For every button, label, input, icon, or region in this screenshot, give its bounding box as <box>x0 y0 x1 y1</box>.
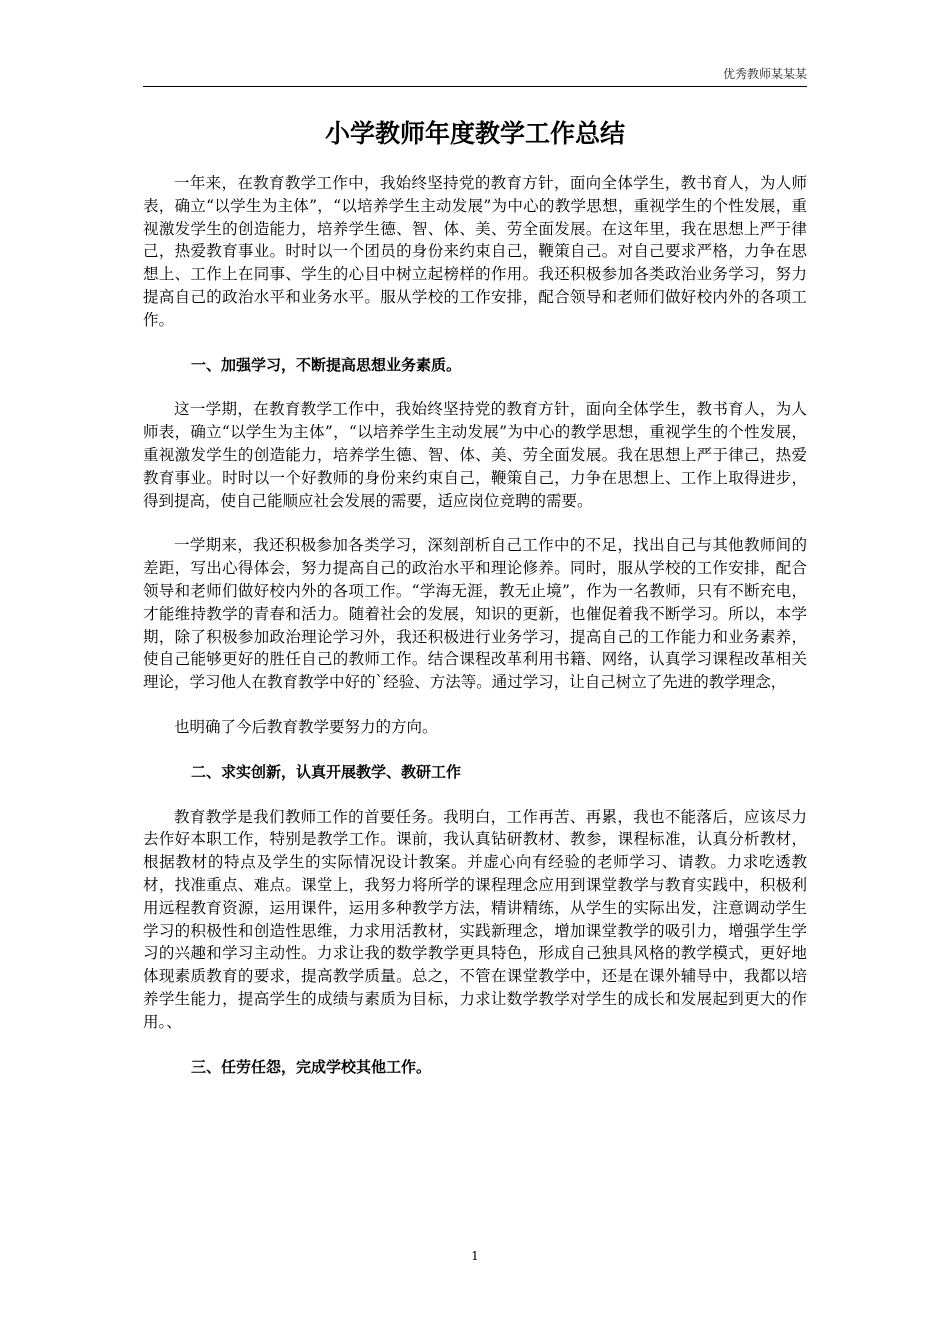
header-text: 优秀教师某某某 <box>722 67 807 81</box>
paragraph-2: 一学期来，我还积极参加各类学习，深刻剖析自己工作中的不足，找出自己与其他教师间的差距，写出心得体会，努力提高自己的政治水平和理论修养。同时，服从学校的工作安排，配合领导和老师们做好校内外的各项工作。“学海无涯，教无止境”，作为一名教师，只有不断充电，才能维持教学的青春和活力。随着社会的发展，知识的更新，也催促着我不断学习。所以，本学期，除了积极参加政治理论学习外，我还积极进行业务学习，提高自己的工作能力和业务素养，使自己能够更好的胜任自己的教师工作。结合课程改革利用书籍、网络，认真学习课程改革相关理论，学习他人在教育教学中好的`经验、方法等。通过学习，让自己树立了先进的教学理念， <box>143 536 807 692</box>
page-header <box>143 64 807 87</box>
section-heading-1: 一、加强学习，不断提高思想业务素质。 <box>191 355 462 374</box>
section-heading-2: 二、求实创新，认真开展教学、教研工作 <box>191 762 462 781</box>
paragraph-intro: 一年来，在教育教学工作中，我始终坚持党的教育方针，面向全体学生，教书育人，为人师表，确立“以学生为主体”，“以培养学生主动发展”为中心的教学思想，重视学生的个性发展，重视激发学生的创造能力，培养学生德、智、体、美、劳全面发展。在这年里，我在思想上严于律己，热爱教育事业。时时以一个团员的身份来约束自己，鞭策自己。对自己要求严格，力争在思想上、工作上在同事、学生的心目中树立起榜样的作用。我还积极参加各类政治业务学习，努力提高自己的政治水平和业务水平。服从学校的工作安排，配合领导和老师们做好校内外的各项工作。 <box>143 174 807 329</box>
page-number: 1 <box>471 1249 479 1263</box>
paragraph-3: 也明确了今后教育教学要努力的方向。 <box>174 717 438 736</box>
paragraph-1: 这一学期，在教育教学工作中，我始终坚持党的教育方针，面向全体学生，教书育人，为人师表，确立“以学生为主体”，“以培养学生主动发展”为中心的教学思想，重视学生的个性发展，重视激发学生的创造能力，培养学生德、智、体、美、劳全面发展。我在思想上严于律己，热爱教育事业。时时以一个好教师的身份来约束自己，鞭策自己，力争在思想上、工作上取得进步，得到提高，使自己能顺应社会发展的需要，适应岗位竞聘的需要。 <box>143 400 807 510</box>
paragraph-4: 教育教学是我们教师工作的首要任务。我明白，工作再苦、再累，我也不能落后，应该尽力去作好本职工作，特别是教学工作。课前，我认真钻研教材、教参，课程标准，认真分析教材，根据教材的特点及学生的实际情况设计教案。并虚心向有经验的老师学习、请教。力求吃透教材，找准重点、难点。课堂上，我努力将所学的课程理念应用到课堂教学与教育实践中，积极利用远程教育资源，运用课件，运用多种教学方法，精讲精练，从学生的实际出发，注意调动学生学习的积极性和创造性思维，力求用活教材，实践新理念，增加课堂教学的吸引力，增强学生学习的兴趣和学习主动性。力求让我的数学教学更具特色，形成自己独具风格的教学模式，更好地体现素质教育的要求，提高教学质量。总之，不管在课堂教学中，还是在课外辅导中，我都以培养学生能力，提高学生的成绩与素质为目标，力求让数学教学对学生的成长和发展起到更大的作用。、 <box>143 807 807 1031</box>
document-body <box>143 172 807 1100</box>
section-heading-3: 三、任劳任怨，完成学校其他工作。 <box>191 1057 432 1076</box>
document-title: 小学教师年度教学工作总结 <box>324 119 625 148</box>
